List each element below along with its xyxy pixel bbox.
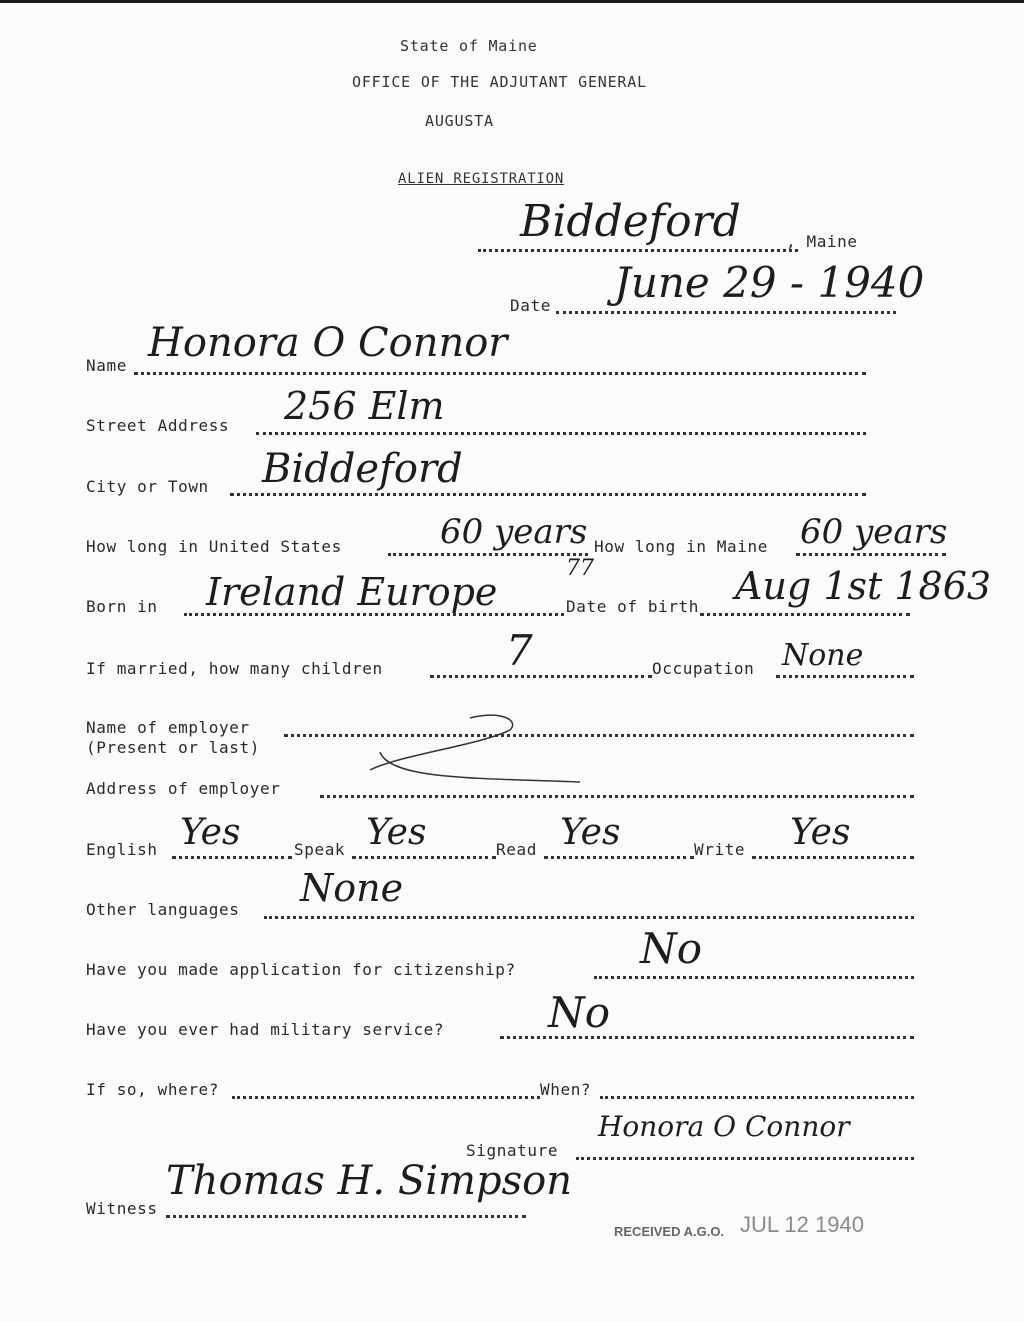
how-long-us-value: 60 years (440, 512, 588, 552)
header-office: OFFICE OF THE ADJUTANT GENERAL (352, 73, 647, 91)
employer-address-dots (320, 795, 914, 798)
when-label: When? (540, 1080, 592, 1099)
dob-value: Aug 1st 1863 (735, 564, 992, 608)
scan-edge (0, 0, 1024, 3)
where-dots (232, 1096, 540, 1099)
read-label: Read (496, 840, 537, 859)
occupation-dots (776, 675, 914, 678)
children-value: 7 (506, 626, 533, 675)
city-label: City or Town (86, 477, 209, 496)
born-in-label: Born in (86, 597, 158, 616)
name-label: Name (86, 356, 127, 375)
city-value: Biddeford (262, 446, 463, 492)
witness-dots (166, 1215, 526, 1218)
header-city: AUGUSTA (425, 112, 494, 130)
received-stamp-text: RECEIVED A.G.O. (614, 1224, 725, 1239)
how-long-us-label: How long in United States (86, 537, 342, 556)
street-dots (256, 432, 866, 435)
how-long-maine-value: 60 years (800, 512, 948, 552)
street-value: 256 Elm (284, 384, 445, 428)
write-value: Yes (790, 812, 851, 853)
citizenship-label: Have you made application for citizenship? (86, 960, 516, 979)
age-note: 77 (566, 556, 594, 581)
english-label: English (86, 840, 158, 859)
how-long-us-dots (388, 553, 588, 556)
witness-label: Witness (86, 1199, 158, 1218)
date-value: June 29 - 1940 (614, 258, 925, 307)
speak-value: Yes (366, 812, 427, 853)
occupation-value: None (782, 638, 864, 673)
english-dots (172, 856, 292, 859)
dob-dots (700, 613, 910, 616)
street-label: Street Address (86, 416, 230, 435)
date-label: Date (510, 296, 551, 315)
speak-dots (352, 856, 496, 859)
citizenship-dots (594, 976, 914, 979)
military-value: No (548, 988, 611, 1037)
employer-name-sublabel: (Present or last) (86, 738, 260, 757)
when-dots (600, 1096, 914, 1099)
other-languages-value: None (300, 866, 404, 910)
read-value: Yes (560, 812, 621, 853)
other-languages-dots (264, 916, 914, 919)
pen-stroke-mark (360, 700, 600, 790)
born-in-value: Ireland Europe (206, 570, 498, 614)
place-dots (478, 249, 798, 252)
how-long-maine-label: How long in Maine (594, 537, 768, 556)
other-languages-label: Other languages (86, 900, 240, 919)
employer-address-label: Address of employer (86, 779, 281, 798)
place-suffix: , Maine (786, 232, 858, 251)
write-dots (752, 856, 914, 859)
dob-label: Date of birth (566, 597, 700, 616)
form-title: ALIEN REGISTRATION (398, 171, 565, 187)
signature-dots (576, 1157, 914, 1160)
children-label: If married, how many children (86, 659, 383, 678)
name-dots (134, 372, 866, 375)
where-label: If so, where? (86, 1080, 220, 1099)
how-long-maine-dots (796, 553, 946, 556)
children-dots (430, 675, 652, 678)
signature-value: Honora O Connor (598, 1110, 850, 1143)
witness-value: Thomas H. Simpson (166, 1158, 572, 1204)
write-label: Write (694, 840, 746, 859)
date-dots (556, 311, 896, 314)
military-label: Have you ever had military service? (86, 1020, 445, 1039)
name-value: Honora O Connor (148, 320, 508, 366)
english-value: Yes (180, 812, 241, 853)
employer-name-label: Name of employer (86, 718, 250, 737)
read-dots (544, 856, 694, 859)
occupation-label: Occupation (652, 659, 755, 678)
speak-label: Speak (294, 840, 346, 859)
city-dots (230, 493, 866, 496)
place-value: Biddeford (520, 196, 741, 247)
received-stamp-date: JUL 12 1940 (740, 1212, 864, 1237)
signature-label: Signature (466, 1141, 559, 1160)
citizenship-value: No (640, 924, 703, 973)
header-state: State of Maine (400, 37, 538, 55)
